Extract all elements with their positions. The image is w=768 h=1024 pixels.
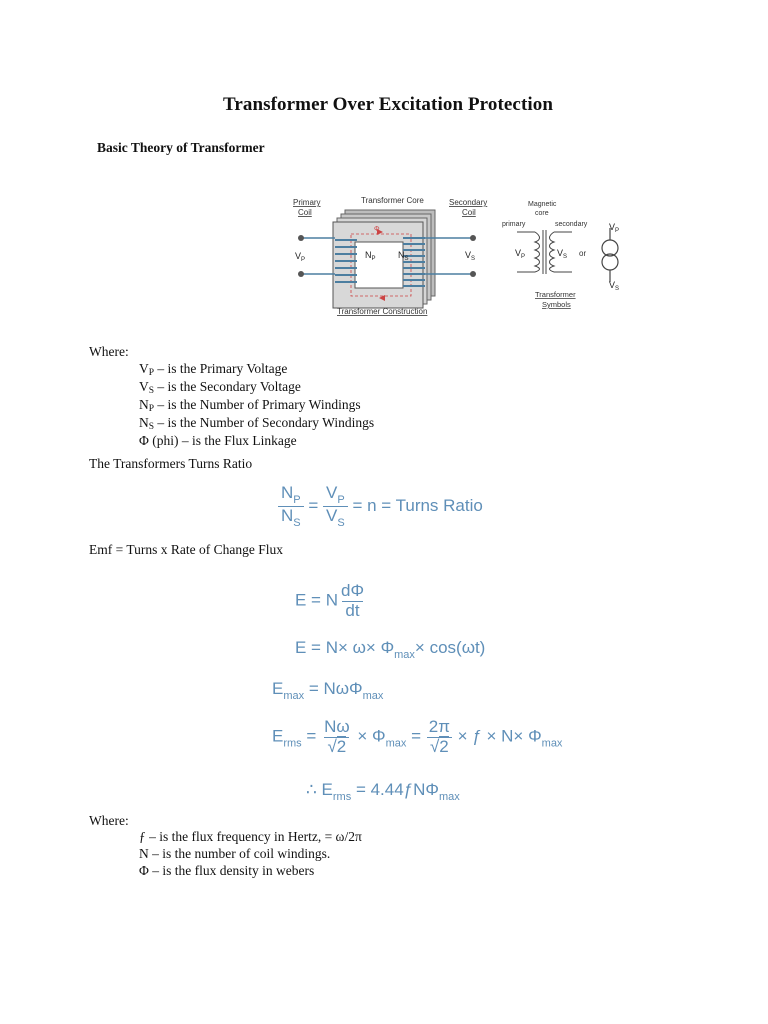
emf-equation-2: $E = N\times \omega\times \Phi_{max}\times \cos(\omega t)$	[295, 638, 486, 661]
svg-text:VS: $V_S$	[465, 250, 476, 262]
svg-text:Magnetic: Magnetic	[528, 201, 557, 208]
definition-list	[139, 361, 374, 449]
svg-text:NS: $N_S$	[398, 250, 409, 262]
svg-text:Transformer: Transformer	[535, 290, 576, 299]
svg-text:or: or	[579, 249, 587, 258]
definition-np: $N_P$ – is the Number of Primary Windings	[139, 397, 361, 414]
transformer-symbol-circles	[602, 228, 618, 282]
definition-phi: Φ (phi) – is the Flux Linkage	[139, 433, 297, 448]
where-label: Where:	[89, 344, 129, 359]
turns-ratio-label: The Transformers Turns Ratio	[89, 456, 253, 471]
construction-label: Transformer Construction	[337, 307, 428, 316]
primary-coil-label-2: Coil	[298, 208, 312, 217]
where-label-2: Where:	[89, 813, 129, 828]
primary-winding	[335, 240, 357, 282]
primary-terminal-bottom	[298, 271, 304, 277]
svg-text:NP: $N_P$	[365, 250, 376, 262]
emf-label: Emf = Turns x Rate of Change Flux	[89, 542, 283, 557]
emf-equation-max: $E_{max} = N\omega\Phi_{max}$	[272, 679, 384, 702]
svg-text:Φ: Φ	[374, 226, 380, 233]
svg-text:VP: $V_P$	[609, 222, 620, 234]
definition-list-2	[139, 829, 362, 879]
svg-text:VP: $V_P$	[515, 248, 526, 260]
secondary-terminal-bottom	[470, 271, 476, 277]
emf-equation-result: ∴ $E_{rms}$ = 4.44ƒNΦ$_{max}$	[306, 780, 460, 803]
definition-windings: N – is the number of coil windings.	[139, 846, 331, 861]
secondary-coil-label-2: Coil	[462, 208, 476, 217]
definition-ns: $N_S$ – is the Number of Secondary Windings	[139, 415, 375, 432]
definition-vp: $V_P$ – is the Primary Voltage	[139, 361, 288, 378]
primary-terminal-top	[298, 235, 304, 241]
transformer-symbol	[517, 230, 572, 274]
primary-coil-label: Primary	[293, 198, 321, 207]
turns-ratio-equation: $\frac{N_P}{N_S}$ = $\frac{V_P}{V_S}$ = n = Turns Ratio	[278, 484, 483, 529]
secondary-coil-label: Secondary	[449, 198, 488, 207]
svg-text:secondary: secondary	[555, 221, 588, 228]
core-label: Transformer Core	[361, 196, 424, 205]
emf-equation-rms: $E_{rms}$ = $\frac{N\omega}{√2}$ × $\Phi_{max}$ = $\frac{2\pi}{√2}$ × ƒ × $N\times \Phi_{max}$	[272, 717, 563, 756]
section-heading: Basic Theory of Transformer	[97, 140, 265, 155]
svg-text:VS: $V_S$	[609, 280, 620, 292]
transformer-diagram	[285, 192, 635, 316]
secondary-terminal-top	[470, 235, 476, 241]
svg-text:VS: $V_S$	[557, 248, 568, 260]
definition-frequency: ƒ – is the flux frequency in Hertz, = ω/2π	[139, 829, 362, 844]
definition-vs: $V_S$ – is the Secondary Voltage	[139, 379, 301, 396]
svg-text:core: core	[535, 210, 549, 217]
svg-text:VP: $V_P$	[295, 251, 306, 263]
document-title: Transformer Over Excitation Protection	[222, 94, 554, 115]
svg-text:primary: primary	[502, 221, 526, 228]
svg-text:Symbols: Symbols	[542, 300, 571, 309]
transformer-core	[333, 210, 435, 308]
definition-flux-density: Φ – is the flux density in webers	[139, 863, 315, 878]
emf-equation-1: E = N $\frac{d\Phi}{dt}$	[295, 581, 365, 620]
